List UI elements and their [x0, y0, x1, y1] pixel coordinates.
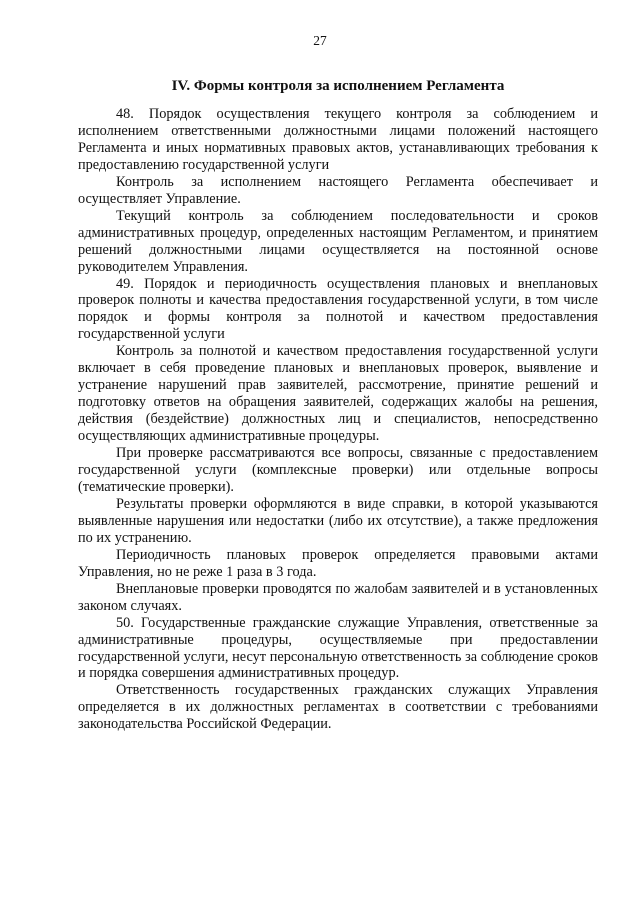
section-heading: IV. Формы контроля за исполнением Регламента: [171, 78, 505, 94]
paragraph: При проверке рассматриваются все вопросы, связанные с предоставлением государственной услуги (комплексные проверки) или отдельные вопросы (тематические проверки).: [78, 445, 598, 495]
paragraph: Внеплановые проверки проводятся по жалобам заявителей и в установленных законом случаях.: [78, 580, 598, 614]
paragraph-50-title: 50. Государственные гражданские служащие Управления, ответственные за административные процедуры, осуществляемые при предоставлении государственной услуги, несут персональную ответственность за соблюдение сроков и порядка совершения административных процедур.: [78, 614, 598, 682]
page-number: 27: [313, 33, 327, 48]
paragraph: Ответственность государственных гражданских служащих Управления определяется в их должностных регламентах в соответствии с требованиями законодательства Российской Федерации.: [78, 682, 598, 733]
paragraph-49-title: 49. Порядок и периодичность осуществления плановых и внеплановых проверок полноты и качества предоставления государственной услуги, в том числе порядок и формы контроля за полнотой и качеством предоставления государственной услуги: [78, 275, 598, 343]
paragraph-48-title: 48. Порядок осуществления текущего контроля за соблюдением и исполнением ответственными должностными лицами положений настоящего Регламента и иных нормативных правовых актов, устанавливающих требования к предоставлению государственной услуги: [78, 106, 598, 173]
paragraph: Контроль за полнотой и качеством предоставления государственной услуги включает в себя проведение плановых и внеплановых проверок, выявление и устранение нарушений прав заявителей, рассмотрение, принятие решений и подготовку ответов на обращения заявителей, содержащих жалобы на решения, действия (бездействие) должностных лиц и специалистов, непосредственно осуществляющих административные процедуры.: [78, 343, 598, 445]
document-body: [78, 106, 598, 733]
paragraph: Текущий контроль за соблюдением последовательности и сроков административных процедур, определенных настоящим Регламентом, и принятием решений должностными лицами осуществляется на постоянной основе руководителем Управления.: [78, 207, 598, 275]
paragraph: Периодичность плановых проверок определяется правовыми актами Управления, но не реже 1 раза в 3 года.: [78, 546, 598, 580]
paragraph: Контроль за исполнением настоящего Регламента обеспечивает и осуществляет Управление.: [78, 173, 598, 207]
paragraph: Результаты проверки оформляются в виде справки, в которой указываются выявленные нарушения или недостатки (либо их отсутствие), а также предложения по их устранению.: [78, 495, 598, 546]
